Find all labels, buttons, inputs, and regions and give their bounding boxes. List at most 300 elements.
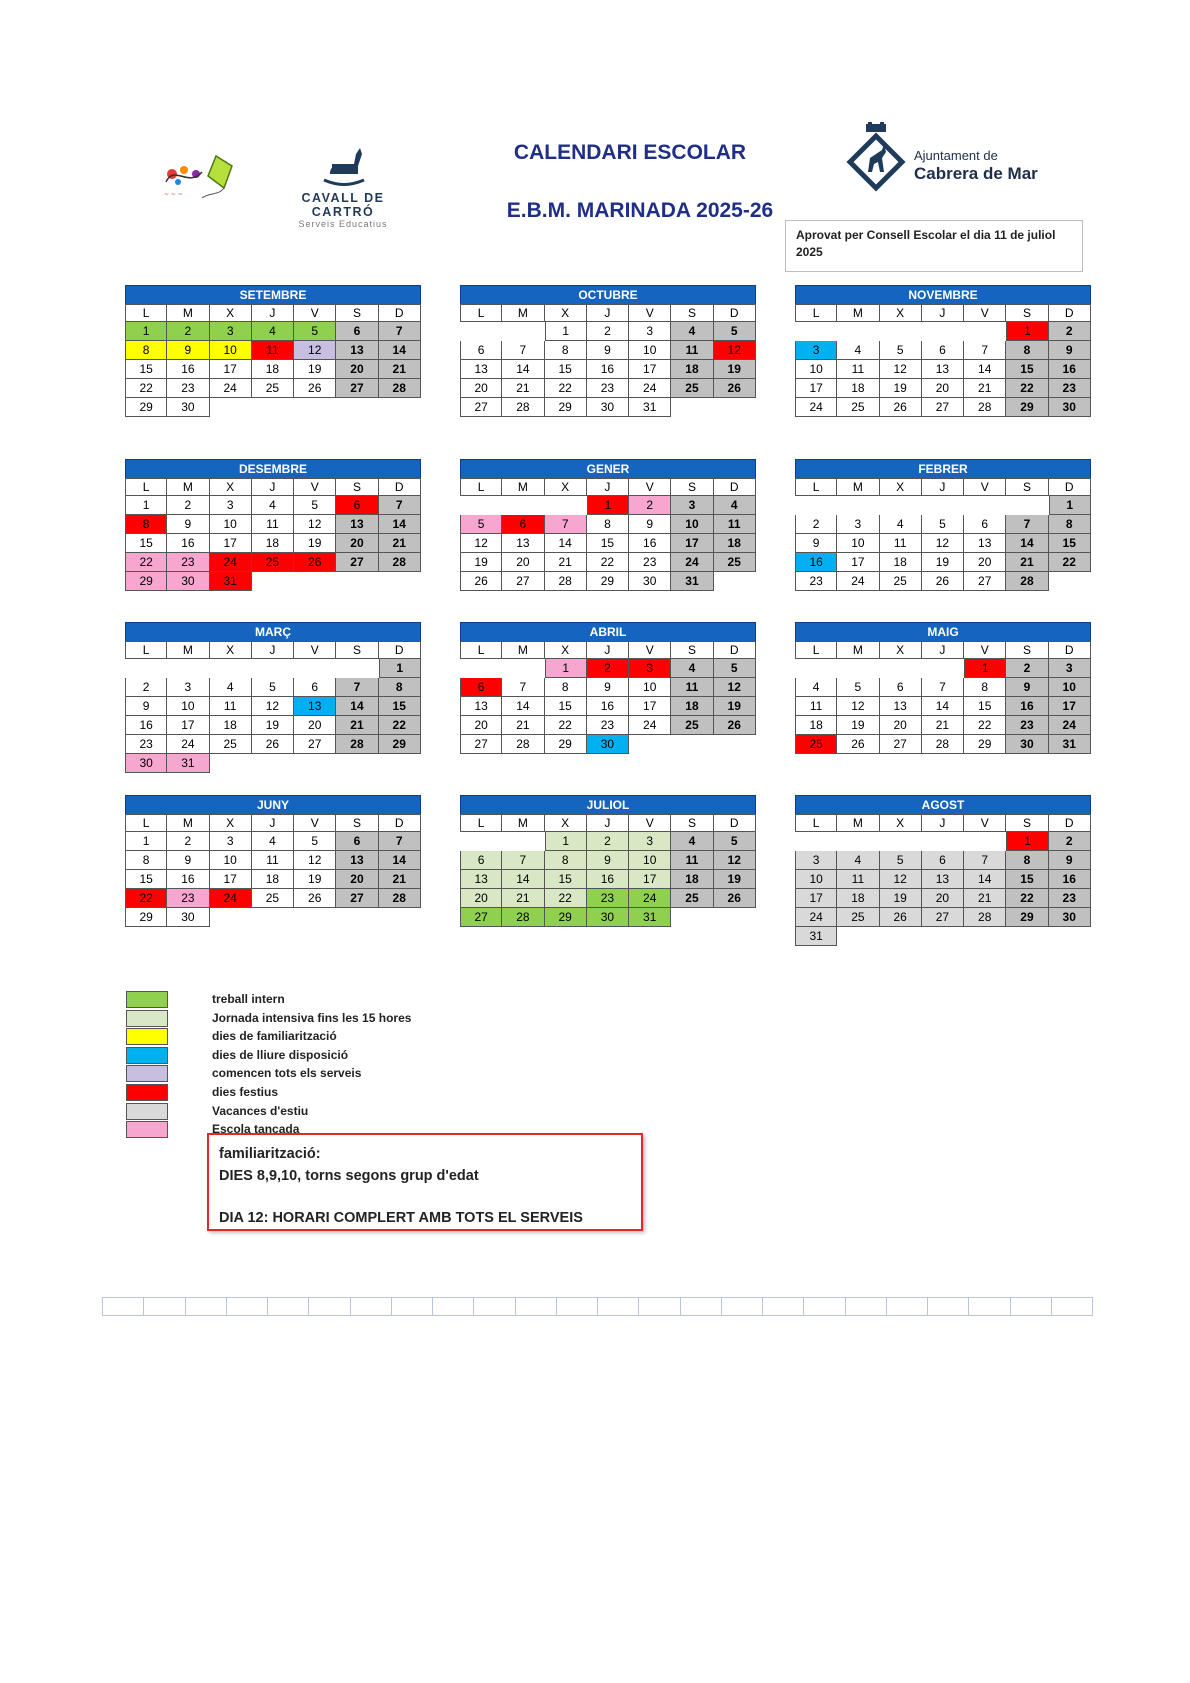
day-cell: 24 bbox=[167, 735, 209, 754]
day-cell: 8 bbox=[1006, 341, 1048, 360]
week-row bbox=[460, 832, 756, 851]
day-cell: 9 bbox=[167, 341, 209, 360]
day-cell: 9 bbox=[587, 851, 629, 870]
day-cell: 27 bbox=[336, 379, 378, 398]
empty-day-cell bbox=[671, 735, 713, 754]
month-title: MAIG bbox=[795, 622, 1091, 641]
day-cell: 27 bbox=[922, 398, 964, 417]
weekday-label: D bbox=[379, 304, 421, 322]
day-cell: 22 bbox=[125, 889, 167, 908]
day-cell: 27 bbox=[502, 572, 544, 591]
day-cell: 19 bbox=[294, 870, 336, 889]
day-cell: 5 bbox=[460, 515, 502, 534]
day-cell: 17 bbox=[210, 870, 252, 889]
day-cell: 15 bbox=[1049, 534, 1091, 553]
day-cell: 12 bbox=[294, 515, 336, 534]
day-cell: 2 bbox=[587, 832, 629, 851]
day-cell: 1 bbox=[964, 659, 1006, 678]
day-cell: 8 bbox=[545, 341, 587, 360]
day-cell: 7 bbox=[502, 851, 544, 870]
day-cell: 30 bbox=[167, 908, 209, 927]
day-cell: 1 bbox=[125, 832, 167, 851]
day-cell: 12 bbox=[714, 851, 756, 870]
weekday-label: V bbox=[964, 814, 1006, 832]
day-cell: 15 bbox=[545, 697, 587, 716]
day-cell: 12 bbox=[460, 534, 502, 553]
week-row bbox=[125, 322, 421, 341]
day-cell: 6 bbox=[336, 496, 378, 515]
weekday-header-row bbox=[125, 641, 421, 659]
week-row bbox=[125, 515, 421, 534]
note-line-3: DIA 12: HORARI COMPLERT AMB TOTS EL SERVEIS bbox=[219, 1210, 583, 1226]
week-row bbox=[125, 735, 421, 754]
day-cell: 6 bbox=[336, 322, 378, 341]
empty-day-cell bbox=[1006, 496, 1048, 515]
day-cell: 25 bbox=[880, 572, 922, 591]
empty-day-cell bbox=[336, 659, 378, 678]
day-cell: 6 bbox=[336, 832, 378, 851]
legend-swatch-lliure bbox=[126, 1047, 168, 1064]
weekday-label: L bbox=[125, 641, 167, 659]
day-cell: 18 bbox=[671, 697, 713, 716]
empty-day-cell bbox=[210, 754, 252, 773]
day-cell: 25 bbox=[671, 889, 713, 908]
day-cell: 14 bbox=[964, 870, 1006, 889]
day-cell: 11 bbox=[837, 870, 879, 889]
day-cell: 7 bbox=[379, 322, 421, 341]
day-cell: 12 bbox=[880, 360, 922, 379]
day-cell: 12 bbox=[714, 678, 756, 697]
day-cell: 19 bbox=[294, 360, 336, 379]
day-cell: 25 bbox=[795, 735, 837, 754]
day-cell: 29 bbox=[545, 735, 587, 754]
day-cell: 19 bbox=[294, 534, 336, 553]
week-row bbox=[125, 534, 421, 553]
week-row bbox=[125, 697, 421, 716]
day-cell: 26 bbox=[714, 379, 756, 398]
day-cell: 2 bbox=[587, 322, 629, 341]
week-row bbox=[460, 398, 756, 417]
day-cell: 26 bbox=[880, 908, 922, 927]
week-row bbox=[795, 572, 1091, 591]
day-cell: 3 bbox=[671, 496, 713, 515]
empty-day-cell bbox=[379, 908, 421, 927]
day-cell: 28 bbox=[379, 889, 421, 908]
day-cell: 7 bbox=[1006, 515, 1048, 534]
day-cell: 31 bbox=[671, 572, 713, 591]
day-cell: 9 bbox=[1049, 341, 1091, 360]
weekday-label: D bbox=[1049, 478, 1091, 496]
day-cell: 29 bbox=[1006, 398, 1048, 417]
weekday-label: M bbox=[837, 478, 879, 496]
empty-day-cell bbox=[252, 572, 294, 591]
day-cell: 23 bbox=[1049, 379, 1091, 398]
weekday-label: L bbox=[125, 478, 167, 496]
empty-day-cell bbox=[294, 398, 336, 417]
empty-day-cell bbox=[379, 572, 421, 591]
weekday-label: J bbox=[587, 814, 629, 832]
weekday-label: J bbox=[252, 641, 294, 659]
empty-day-cell bbox=[880, 322, 922, 341]
empty-day-cell bbox=[336, 572, 378, 591]
note-line-2: DIES 8,9,10, torns segons grup d'edat bbox=[219, 1168, 479, 1184]
week-row bbox=[795, 678, 1091, 697]
day-cell: 29 bbox=[1006, 908, 1048, 927]
weekday-label: L bbox=[125, 304, 167, 322]
day-cell: 19 bbox=[837, 716, 879, 735]
weekday-header-row bbox=[460, 814, 756, 832]
day-cell: 6 bbox=[922, 341, 964, 360]
day-cell: 19 bbox=[880, 889, 922, 908]
month-novembre bbox=[795, 285, 1091, 417]
day-cell: 27 bbox=[336, 553, 378, 572]
day-cell: 15 bbox=[1006, 360, 1048, 379]
day-cell: 30 bbox=[587, 908, 629, 927]
empty-day-cell bbox=[922, 322, 964, 341]
weekday-label: X bbox=[545, 641, 587, 659]
weekday-header-row bbox=[795, 304, 1091, 322]
day-cell: 18 bbox=[210, 716, 252, 735]
day-cell: 27 bbox=[336, 889, 378, 908]
empty-day-cell bbox=[714, 908, 756, 927]
day-cell: 23 bbox=[587, 889, 629, 908]
week-row bbox=[460, 870, 756, 889]
day-cell: 6 bbox=[880, 678, 922, 697]
weekday-label: M bbox=[502, 304, 544, 322]
day-cell: 5 bbox=[837, 678, 879, 697]
empty-day-cell bbox=[460, 496, 502, 515]
day-cell: 25 bbox=[252, 379, 294, 398]
day-cell: 14 bbox=[502, 360, 544, 379]
day-cell: 4 bbox=[837, 341, 879, 360]
cavall-de-carto-logo bbox=[268, 144, 418, 229]
month-gener bbox=[460, 459, 756, 591]
day-cell: 16 bbox=[1049, 870, 1091, 889]
day-cell: 12 bbox=[922, 534, 964, 553]
day-cell: 10 bbox=[671, 515, 713, 534]
day-cell: 22 bbox=[1006, 889, 1048, 908]
day-cell: 10 bbox=[629, 851, 671, 870]
day-cell: 16 bbox=[795, 553, 837, 572]
empty-day-cell bbox=[714, 735, 756, 754]
day-cell: 25 bbox=[252, 553, 294, 572]
month-juny bbox=[125, 795, 421, 927]
day-cell: 28 bbox=[502, 398, 544, 417]
day-cell: 14 bbox=[379, 851, 421, 870]
marinada-logo bbox=[158, 152, 240, 204]
day-cell: 26 bbox=[294, 379, 336, 398]
weekday-label: M bbox=[167, 304, 209, 322]
day-cell: 17 bbox=[210, 360, 252, 379]
weekday-label: M bbox=[837, 304, 879, 322]
day-cell: 26 bbox=[880, 398, 922, 417]
week-row bbox=[125, 870, 421, 889]
week-row bbox=[795, 398, 1091, 417]
day-cell: 21 bbox=[502, 716, 544, 735]
legend-swatch-festiu bbox=[126, 1084, 168, 1101]
weekday-label: S bbox=[671, 304, 713, 322]
day-cell: 24 bbox=[210, 889, 252, 908]
day-cell: 2 bbox=[167, 322, 209, 341]
day-cell: 26 bbox=[922, 572, 964, 591]
week-row bbox=[460, 735, 756, 754]
weekday-header-row bbox=[795, 814, 1091, 832]
day-cell: 22 bbox=[964, 716, 1006, 735]
empty-day-cell bbox=[210, 908, 252, 927]
month-abril bbox=[460, 622, 756, 754]
day-cell: 16 bbox=[629, 534, 671, 553]
day-cell: 20 bbox=[336, 534, 378, 553]
day-cell: 26 bbox=[837, 735, 879, 754]
day-cell: 18 bbox=[252, 360, 294, 379]
day-cell: 9 bbox=[167, 851, 209, 870]
day-cell: 11 bbox=[252, 341, 294, 360]
day-cell: 24 bbox=[629, 889, 671, 908]
week-row bbox=[795, 889, 1091, 908]
day-cell: 10 bbox=[210, 341, 252, 360]
day-cell: 9 bbox=[125, 697, 167, 716]
day-cell: 5 bbox=[714, 322, 756, 341]
day-cell: 27 bbox=[460, 398, 502, 417]
weekday-header-row bbox=[795, 478, 1091, 496]
day-cell: 8 bbox=[964, 678, 1006, 697]
day-cell: 3 bbox=[795, 851, 837, 870]
empty-day-cell bbox=[671, 908, 713, 927]
weekday-label: X bbox=[545, 304, 587, 322]
empty-day-cell bbox=[795, 832, 837, 851]
day-cell: 20 bbox=[964, 553, 1006, 572]
day-cell: 31 bbox=[629, 908, 671, 927]
day-cell: 25 bbox=[714, 553, 756, 572]
weekday-header-row bbox=[460, 641, 756, 659]
weekday-label: S bbox=[1006, 814, 1048, 832]
day-cell: 28 bbox=[1006, 572, 1048, 591]
weekday-label: V bbox=[964, 478, 1006, 496]
day-cell: 17 bbox=[210, 534, 252, 553]
day-cell: 4 bbox=[252, 322, 294, 341]
day-cell: 22 bbox=[545, 379, 587, 398]
weekday-label: L bbox=[795, 304, 837, 322]
legend-label-festiu: dies festius bbox=[212, 1085, 279, 1099]
day-cell: 20 bbox=[460, 716, 502, 735]
day-cell: 17 bbox=[795, 379, 837, 398]
day-cell: 4 bbox=[671, 322, 713, 341]
month-title: SETEMBRE bbox=[125, 285, 421, 304]
day-cell: 18 bbox=[671, 870, 713, 889]
month-title: DESEMBRE bbox=[125, 459, 421, 478]
empty-grid-strip bbox=[102, 1297, 1093, 1316]
weekday-label: J bbox=[587, 641, 629, 659]
day-cell: 21 bbox=[964, 889, 1006, 908]
day-cell: 20 bbox=[880, 716, 922, 735]
day-cell: 1 bbox=[1049, 496, 1091, 515]
day-cell: 8 bbox=[545, 851, 587, 870]
weekday-label: X bbox=[880, 304, 922, 322]
weekday-label: J bbox=[922, 478, 964, 496]
svg-text:~ ~ ~: ~ ~ ~ bbox=[164, 191, 183, 198]
day-cell: 30 bbox=[125, 754, 167, 773]
day-cell: 19 bbox=[714, 697, 756, 716]
day-cell: 28 bbox=[964, 908, 1006, 927]
day-cell: 13 bbox=[964, 534, 1006, 553]
day-cell: 4 bbox=[252, 496, 294, 515]
day-cell: 5 bbox=[294, 496, 336, 515]
day-cell: 16 bbox=[587, 697, 629, 716]
day-cell: 1 bbox=[125, 322, 167, 341]
day-cell: 24 bbox=[795, 398, 837, 417]
day-cell: 1 bbox=[587, 496, 629, 515]
day-cell: 8 bbox=[587, 515, 629, 534]
week-row bbox=[795, 735, 1091, 754]
day-cell: 28 bbox=[336, 735, 378, 754]
day-cell: 27 bbox=[460, 908, 502, 927]
day-cell: 6 bbox=[294, 678, 336, 697]
day-cell: 30 bbox=[587, 735, 629, 754]
day-cell: 20 bbox=[336, 870, 378, 889]
empty-day-cell bbox=[252, 908, 294, 927]
day-cell: 19 bbox=[714, 360, 756, 379]
legend-swatch-vacances bbox=[126, 1103, 168, 1120]
weekday-label: L bbox=[795, 478, 837, 496]
day-cell: 2 bbox=[587, 659, 629, 678]
week-row bbox=[795, 697, 1091, 716]
day-cell: 15 bbox=[125, 870, 167, 889]
day-cell: 17 bbox=[629, 870, 671, 889]
weekday-label: L bbox=[795, 814, 837, 832]
empty-day-cell bbox=[795, 322, 837, 341]
page-title: CALENDARI ESCOLAR bbox=[513, 141, 747, 164]
empty-day-cell bbox=[880, 927, 922, 946]
day-cell: 11 bbox=[252, 851, 294, 870]
day-cell: 17 bbox=[671, 534, 713, 553]
day-cell: 19 bbox=[460, 553, 502, 572]
weekday-label: X bbox=[210, 478, 252, 496]
day-cell: 7 bbox=[964, 851, 1006, 870]
day-cell: 1 bbox=[545, 832, 587, 851]
day-cell: 5 bbox=[880, 851, 922, 870]
legend-label-jornada: Jornada intensiva fins les 15 hores bbox=[212, 1010, 412, 1025]
day-cell: 24 bbox=[795, 908, 837, 927]
day-cell: 31 bbox=[210, 572, 252, 591]
day-cell: 7 bbox=[502, 678, 544, 697]
week-row bbox=[125, 754, 421, 773]
day-cell: 26 bbox=[252, 735, 294, 754]
day-cell: 24 bbox=[671, 553, 713, 572]
week-row bbox=[460, 851, 756, 870]
rocking-horse-icon bbox=[268, 144, 418, 186]
weekday-label: J bbox=[252, 814, 294, 832]
day-cell: 20 bbox=[922, 889, 964, 908]
day-cell: 13 bbox=[880, 697, 922, 716]
day-cell: 5 bbox=[714, 832, 756, 851]
day-cell: 21 bbox=[379, 534, 421, 553]
week-row bbox=[795, 851, 1091, 870]
day-cell: 29 bbox=[125, 398, 167, 417]
day-cell: 16 bbox=[167, 360, 209, 379]
day-cell: 9 bbox=[1006, 678, 1048, 697]
week-row bbox=[795, 515, 1091, 534]
weekday-header-row bbox=[125, 478, 421, 496]
day-cell: 21 bbox=[336, 716, 378, 735]
day-cell: 4 bbox=[252, 832, 294, 851]
week-row bbox=[460, 379, 756, 398]
day-cell: 21 bbox=[502, 889, 544, 908]
note-line-1: familiarització: bbox=[219, 1146, 321, 1162]
day-cell: 14 bbox=[379, 341, 421, 360]
day-cell: 8 bbox=[125, 851, 167, 870]
weekday-label: M bbox=[502, 641, 544, 659]
empty-day-cell bbox=[1049, 927, 1091, 946]
week-row bbox=[460, 534, 756, 553]
day-cell: 4 bbox=[837, 851, 879, 870]
day-cell: 1 bbox=[545, 659, 587, 678]
day-cell: 23 bbox=[167, 889, 209, 908]
weekday-label: M bbox=[167, 814, 209, 832]
empty-day-cell bbox=[714, 398, 756, 417]
month-marc bbox=[125, 622, 421, 773]
weekday-label: D bbox=[1049, 641, 1091, 659]
month-title: MARÇ bbox=[125, 622, 421, 641]
day-cell: 27 bbox=[922, 908, 964, 927]
empty-day-cell bbox=[294, 754, 336, 773]
legend-swatch-comencen bbox=[126, 1065, 168, 1082]
day-cell: 1 bbox=[1006, 832, 1048, 851]
weekday-header-row bbox=[460, 304, 756, 322]
weekday-label: V bbox=[629, 304, 671, 322]
weekday-label: S bbox=[336, 478, 378, 496]
day-cell: 24 bbox=[837, 572, 879, 591]
day-cell: 6 bbox=[460, 851, 502, 870]
day-cell: 6 bbox=[460, 341, 502, 360]
day-cell: 28 bbox=[922, 735, 964, 754]
day-cell: 17 bbox=[629, 697, 671, 716]
legend-label-treball: treball intern bbox=[212, 992, 285, 1006]
week-row bbox=[795, 496, 1091, 515]
empty-day-cell bbox=[336, 398, 378, 417]
weekday-label: J bbox=[587, 478, 629, 496]
day-cell: 3 bbox=[629, 832, 671, 851]
weekday-label: D bbox=[1049, 304, 1091, 322]
weekday-label: X bbox=[545, 478, 587, 496]
day-cell: 9 bbox=[587, 678, 629, 697]
empty-day-cell bbox=[502, 322, 544, 341]
month-title: AGOST bbox=[795, 795, 1091, 814]
day-cell: 2 bbox=[167, 496, 209, 515]
day-cell: 23 bbox=[795, 572, 837, 591]
day-cell: 12 bbox=[714, 341, 756, 360]
day-cell: 31 bbox=[795, 927, 837, 946]
empty-day-cell bbox=[502, 832, 544, 851]
day-cell: 18 bbox=[252, 534, 294, 553]
empty-day-cell bbox=[837, 832, 879, 851]
weekday-label: D bbox=[714, 478, 756, 496]
empty-day-cell bbox=[125, 659, 167, 678]
day-cell: 27 bbox=[460, 735, 502, 754]
weekday-label: S bbox=[671, 641, 713, 659]
weekday-label: S bbox=[336, 641, 378, 659]
day-cell: 14 bbox=[922, 697, 964, 716]
empty-day-cell bbox=[502, 496, 544, 515]
day-cell: 16 bbox=[167, 870, 209, 889]
day-cell: 15 bbox=[545, 870, 587, 889]
week-row bbox=[795, 322, 1091, 341]
week-row bbox=[460, 322, 756, 341]
weekday-label: X bbox=[880, 478, 922, 496]
week-row bbox=[795, 553, 1091, 572]
weekday-label: V bbox=[629, 814, 671, 832]
day-cell: 12 bbox=[294, 341, 336, 360]
empty-day-cell bbox=[964, 322, 1006, 341]
